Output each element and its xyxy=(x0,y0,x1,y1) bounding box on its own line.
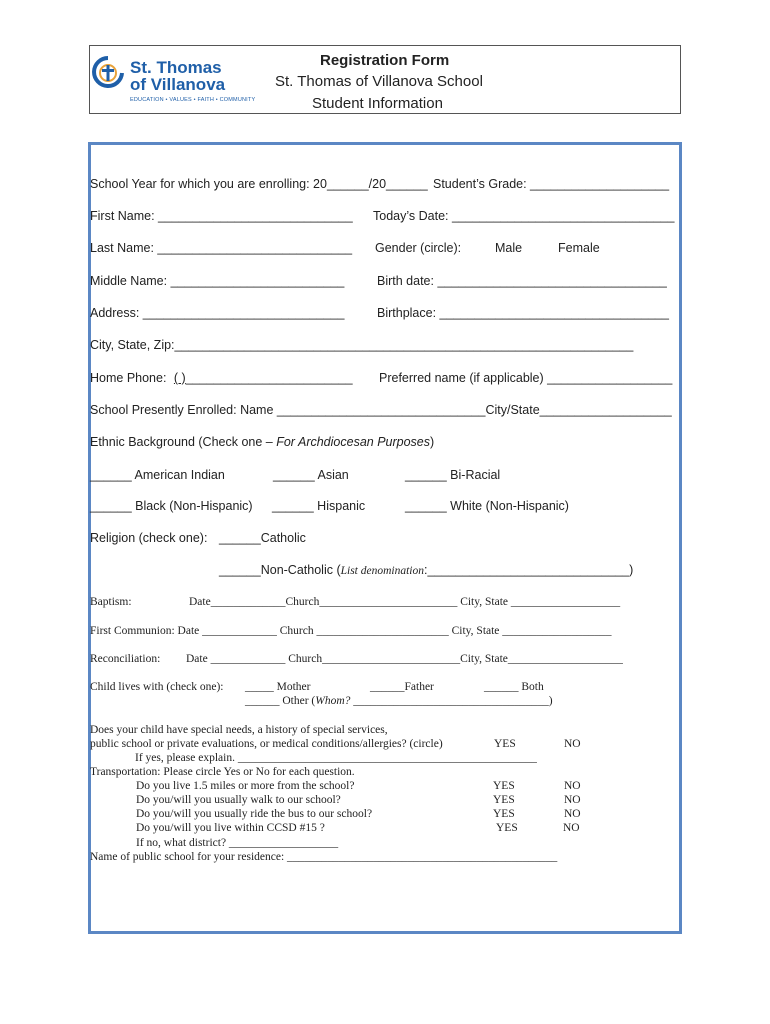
logo-tagline: EDUCATION • VALUES • FAITH • COMMUNITY xyxy=(130,97,256,103)
todays-date-field[interactable]: Today’s Date: ________________________________ xyxy=(373,209,675,223)
last-name-field[interactable]: Last Name: ____________________________ xyxy=(90,241,353,255)
first-communion-fields[interactable]: First Communion: Date _____________ Church _______________________ City, State ___________________ xyxy=(90,625,612,637)
child-lives-label: Child lives with (check one): xyxy=(90,681,224,693)
question-1-no[interactable]: NO xyxy=(564,780,581,792)
ethnic-option-hispanic[interactable]: ______ Hispanic xyxy=(272,499,366,513)
reconciliation-label: Reconciliation: xyxy=(90,653,161,665)
religion-label: Religion (check one): xyxy=(90,531,208,545)
other-label: ______ Other ( xyxy=(245,695,316,707)
question-3-no[interactable]: NO xyxy=(564,808,581,820)
baptism-label: Baptism: xyxy=(90,596,132,608)
first-name-field[interactable]: First Name: ____________________________ xyxy=(90,209,353,223)
school-name: St. Thomas of Villanova School xyxy=(275,73,483,90)
home-phone-line[interactable]: ________________________ xyxy=(185,371,353,385)
noncatholic-label: ______Non-Catholic ( xyxy=(219,563,341,577)
birthplace-field[interactable]: Birthplace: _________________________________ xyxy=(377,306,669,320)
list-denomination-label: List denomination xyxy=(340,565,424,577)
ethnic-option-asian[interactable]: ______ Asian xyxy=(273,468,349,482)
gender-male-option[interactable]: Male xyxy=(495,241,523,255)
special-needs-line2: public school or private evaluations, or medical conditions/allergies? (circle) xyxy=(90,738,443,750)
if-no-district-field[interactable]: If no, what district? ___________________ xyxy=(136,837,339,849)
school-enrolled-field[interactable]: School Presently Enrolled: Name ______________________________City/State___________________ xyxy=(90,403,672,417)
grade-field[interactable]: Student’s Grade: ____________________ xyxy=(433,177,670,191)
child-lives-mother[interactable]: _____ Mother xyxy=(245,681,311,693)
denomination-line[interactable]: :_____________________________) xyxy=(424,563,634,577)
special-needs-no[interactable]: NO xyxy=(564,738,581,750)
other-whom: Whom? xyxy=(315,695,351,707)
form-title: Registration Form xyxy=(320,52,450,69)
special-needs-line1: Does your child have special needs, a history of special services, xyxy=(90,724,388,736)
home-phone-label-text: Home Phone: xyxy=(90,371,167,385)
ethnic-label: Ethnic Background (Check one – xyxy=(90,435,277,449)
child-lives-other[interactable] xyxy=(245,695,553,707)
home-phone-label xyxy=(90,371,353,385)
logo-name-line2: of Villanova xyxy=(130,75,226,94)
child-lives-both[interactable]: ______ Both xyxy=(484,681,544,693)
middle-name-field[interactable]: Middle Name: _________________________ xyxy=(90,274,345,288)
birth-date-field[interactable]: Birth date: _________________________________ xyxy=(377,274,667,288)
ethnic-heading xyxy=(90,435,434,449)
question-4-yes[interactable]: YES xyxy=(496,822,518,834)
logo-name-line1: St. Thomas xyxy=(130,58,222,77)
address-field[interactable]: Address: _____________________________ xyxy=(90,306,345,320)
question-3-yes[interactable]: YES xyxy=(493,808,515,820)
ethnic-purpose: For Archdiocesan Purposes xyxy=(276,435,430,449)
question-2-no[interactable]: NO xyxy=(564,794,581,806)
ethnic-close: ) xyxy=(430,435,435,449)
preferred-name-field[interactable]: Preferred name (if applicable) __________________ xyxy=(379,371,673,385)
religion-catholic-option[interactable]: ______Catholic xyxy=(219,531,306,545)
form-subtitle: Student Information xyxy=(312,95,443,112)
home-phone-area[interactable]: ( ) xyxy=(173,371,186,385)
transportation-label: Transportation: Please circle Yes or No for each question. xyxy=(90,766,355,778)
school-year-field[interactable]: School Year for which you are enrolling: 20______/20______ xyxy=(90,177,428,191)
public-school-field[interactable]: Name of public school for your residence: _______________________________________________ xyxy=(90,851,558,863)
cross-circle-icon xyxy=(92,56,124,90)
question-1: Do you live 1.5 miles or more from the school? xyxy=(136,780,355,792)
baptism-fields[interactable]: Date_____________Church________________________ City, State ___________________ xyxy=(189,596,621,608)
child-lives-father[interactable]: ______Father xyxy=(370,681,434,693)
ethnic-option-biracial[interactable]: ______ Bi-Racial xyxy=(405,468,501,482)
question-2: Do you/will you usually walk to our school? xyxy=(136,794,341,806)
question-4: Do you/will you live within CCSD #15 ? xyxy=(136,822,325,834)
city-state-zip-field[interactable]: City, State, Zip:__________________________________________________________________ xyxy=(90,338,634,352)
special-needs-yes[interactable]: YES xyxy=(494,738,516,750)
gender-female-option[interactable]: Female xyxy=(558,241,600,255)
question-3: Do you/will you usually ride the bus to our school? xyxy=(136,808,373,820)
gender-label: Gender (circle): xyxy=(375,241,462,255)
if-yes-explain-field[interactable]: If yes, please explain. ____________________________________________________ xyxy=(135,752,537,764)
reconciliation-fields[interactable]: Date _____________ Church________________________City, State____________________ xyxy=(186,653,623,665)
ethnic-option-white[interactable]: ______ White (Non-Hispanic) xyxy=(405,499,569,513)
other-line[interactable]: __________________________________) xyxy=(350,695,553,707)
ethnic-option-black[interactable]: ______ Black (Non-Hispanic) xyxy=(90,499,253,513)
question-2-yes[interactable]: YES xyxy=(493,794,515,806)
religion-noncatholic-option[interactable] xyxy=(219,563,633,577)
ethnic-option-american-indian[interactable]: ______ American Indian xyxy=(90,468,225,482)
question-4-no[interactable]: NO xyxy=(563,822,580,834)
question-1-yes[interactable]: YES xyxy=(493,780,515,792)
